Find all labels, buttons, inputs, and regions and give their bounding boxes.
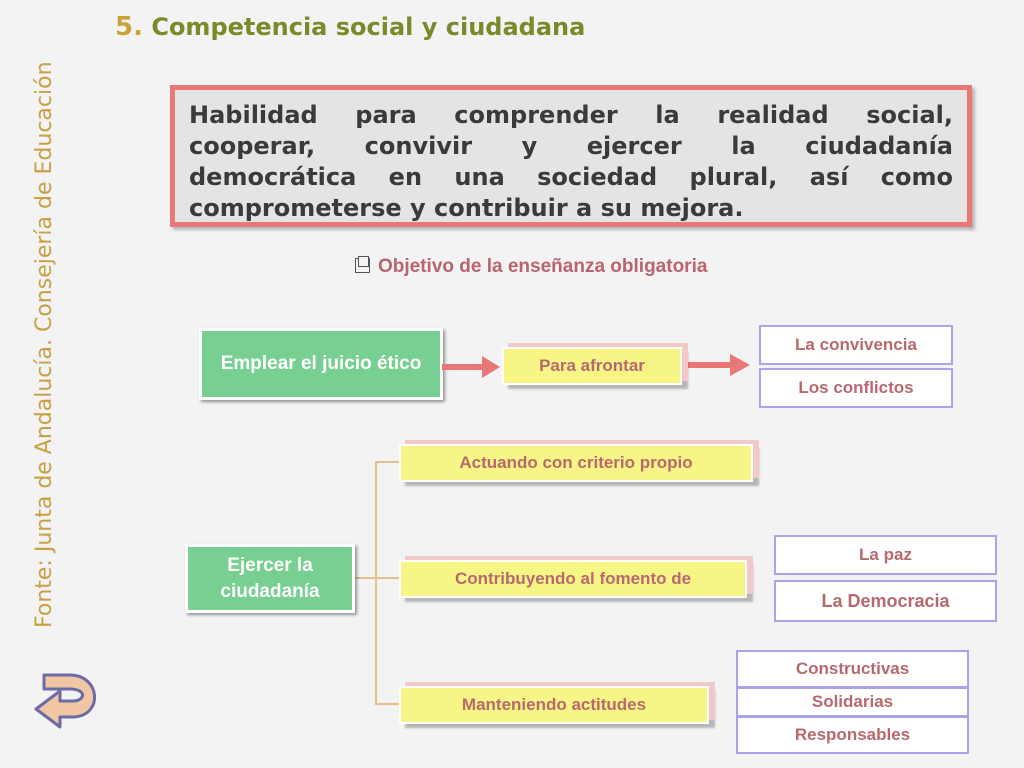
attitude-solidarias: Solidarias: [736, 687, 969, 717]
title-text: Competencia social y ciudadana: [151, 13, 586, 41]
definition-text: [189, 100, 953, 224]
face-box: Para afrontar: [502, 347, 682, 385]
arrow-right-icon: [442, 356, 500, 378]
definition-line: comprometerse y contribuir a su mejora.: [189, 194, 744, 222]
branch-actitudes: Manteniendo actitudes: [399, 686, 709, 724]
branch-fomento: Contribuyendo al fomento de: [399, 560, 747, 598]
target-conflictos: Los conflictos: [759, 368, 953, 408]
fomento-paz: La paz: [774, 535, 997, 575]
citizenship-box: Ejercer la ciudadanía: [185, 544, 355, 613]
u-turn-back-arrow-icon[interactable]: [30, 665, 110, 740]
source-credit: Fonte: Junta de Andalucía. Consejería de Educación: [32, 61, 57, 628]
connector-branch: [375, 461, 399, 463]
fomento-democracia: La Democracia: [774, 580, 997, 622]
definition-line: Habilidad para comprender la realidad social,: [189, 101, 953, 129]
judgment-box: Emplear el juicio ético: [199, 328, 443, 400]
definition-line: cooperar, convivir y ejercer la ciudadanía: [189, 132, 953, 160]
objective-heading: [355, 256, 707, 278]
checkbox-bullet-icon: [355, 258, 370, 273]
page-title: [115, 12, 585, 42]
definition-box: [170, 85, 972, 227]
attitude-responsables: Responsables: [736, 716, 969, 754]
connector-vertical: [375, 461, 377, 705]
definition-line: democrática en una sociedad plural, así como: [189, 163, 953, 191]
connector-branch: [375, 703, 399, 705]
section-number: 5.: [115, 12, 143, 42]
arrow-right-icon: [682, 354, 750, 376]
objective-text: Objetivo de la enseñanza obligatoria: [378, 256, 708, 277]
target-convivencia: La convivencia: [759, 325, 953, 365]
connector-branch: [352, 577, 399, 579]
branch-criterio: Actuando con criterio propio: [399, 444, 753, 482]
attitude-constructivas: Constructivas: [736, 650, 969, 688]
